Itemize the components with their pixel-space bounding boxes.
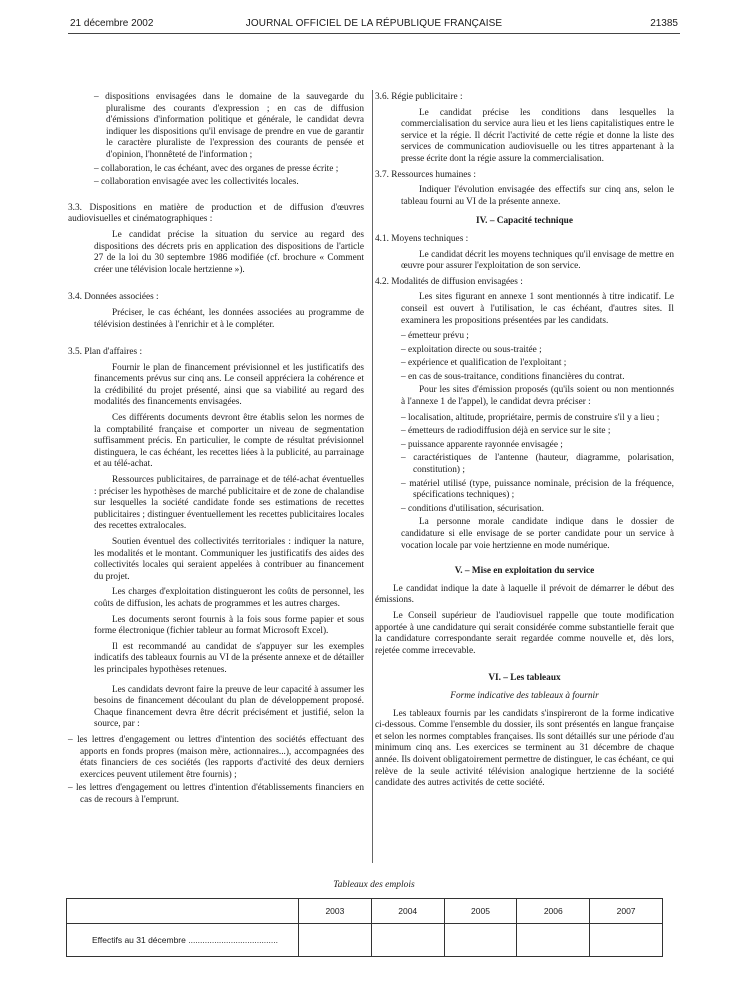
list-item: – exploitation directe ou sous-traitée ;: [401, 344, 542, 355]
paragraph: Les candidats devront faire la preuve de leur capacité à assumer les besoins de financement découlant du plan de développement proposé. Chaque financement devra être décrit précisément et justifié, selon la source, par :: [94, 684, 364, 730]
section-text-3-7: Indiquer l'évolution envisagée des effectifs sur cinq ans, selon le tableau fourni au VI de la présente annexe.: [401, 185, 674, 207]
paragraph: Fournir le plan de financement prévisionnel et les justificatifs des financements prévus sur cinq ans. Le conseil appréciera la cohérence et la crédibilité du projet présenté, ainsi que sa viabilité au regard des modalités des financements envisagées.: [94, 362, 364, 408]
list-item: – expérience et qualification de l'exploitant ;: [401, 358, 567, 369]
subheading: Forme indicative des tableaux à fournir: [450, 690, 599, 701]
paragraph: Ces différents documents devront être établis selon les normes de la comptabilité française et comporter un niveau de segmentation suffisamment précis. En particulier, le compte de résultat prévisionnel distinguera, le cas échéant, les recettes liées à la publicité, au parrainage et au télé-achat.: [94, 413, 364, 470]
year-header: 2007: [590, 899, 663, 924]
section-title-3-6: 3.6. Régie publicitaire :: [375, 92, 463, 102]
table-corner-cell: [67, 899, 299, 924]
heading-v: V. – Mise en exploitation du service: [454, 566, 595, 577]
column-divider: [372, 90, 373, 863]
year-header: 2003: [299, 899, 372, 924]
left-column: [68, 92, 364, 808]
list-item: – conditions d'utilisation, sécurisation.: [401, 503, 544, 514]
section-title-3-7: 3.7. Ressources humaines :: [375, 169, 476, 180]
table-caption: Tableaux des emplois: [333, 880, 415, 890]
section-text-4-2: Les sites figurant en annexe 1 sont mentionnés à titre indicatif. Le conseil est ouvert à l'utilisation, le cas échéant, d'autres sites. Il examinera les propositions présentées par les candidats.: [401, 292, 674, 326]
page-header: [0, 14, 748, 34]
table-header-row: [67, 899, 663, 924]
section-text-3-4: Préciser, le cas échéant, les données associées au programme de télévision destinées à l'enrichir et à le compléter.: [94, 307, 364, 330]
list-item: – dispositions envisagées dans le domaine de la sauvegarde du pluralisme des courants d'expression ; en cas de diffusion d'émissions d'information politique et générale, le candidat devra indiquer les dispositions qu'il envisage de prendre en vue de garantir le caractère pluraliste de l'expression des courants de pensée et d'opinion, l'honnêteté de l'information ;: [94, 92, 364, 160]
section-title-3-3: 3.3. Dispositions en matière de production et de diffusion d'œuvres audiovisuelles et cinématographiques :: [68, 202, 364, 225]
row-label: Effectifs au 31 décembre ......................................: [67, 924, 299, 957]
paragraph: Le candidat indique la date à laquelle il prévoit de démarrer le début des émissions.: [375, 583, 674, 606]
table-cell: [444, 924, 517, 957]
header-rule: [68, 33, 680, 34]
list-item: – localisation, altitude, propriétaire, permis de construire s'il y a lieu ;: [401, 412, 660, 423]
table-cell: [371, 924, 444, 957]
right-column: [375, 92, 674, 794]
list-item: – en cas de sous-traitance, conditions financières du contrat.: [401, 371, 625, 382]
paragraph: Le Conseil supérieur de l'audiovisuel rappelle que toute modification apportée à une candidature qui serait considérée comme substantielle ferait que la candidature correspondante serait regardée comme nouvelle et, dès lors, rejetée comme irrecevable.: [375, 610, 674, 656]
journal-title: JOURNAL OFFICIEL DE LA RÉPUBLIQUE FRANÇAISE: [245, 18, 503, 29]
table-row: [67, 924, 663, 957]
list-item: – collaboration envisagée avec les collectivités locales.: [94, 177, 299, 188]
list-item: – émetteur prévu ;: [401, 331, 469, 342]
paragraph: Pour les sites d'émission proposés (qu'ils soient ou non mentionnés à l'annexe 1 de l'appel), le candidat devra préciser :: [401, 385, 674, 408]
year-header: 2006: [517, 899, 590, 924]
heading-iv: IV. – Capacité technique: [476, 216, 573, 227]
section-title-4-1: 4.1. Moyens techniques :: [375, 233, 469, 244]
list-item: – puissance apparente rayonnée envisagée ;: [401, 439, 563, 450]
table-cell: [517, 924, 590, 957]
paragraph: Soutien éventuel des collectivités territoriales : indiquer la nature, les modalités et le montant. Communiquer les justificatifs des aides des collectivités locales qui seraient appelées à contribuer au financement du projet.: [94, 537, 364, 582]
heading-vi: VI. – Les tableaux: [488, 673, 561, 684]
section-text-3-6: Le candidat précise les conditions dans lesquelles la commercialisation du service aura lieu et les liens capitalistiques entre le service et la régie. Il décrit l'activité de cette régie et donne la liste des services de communication audiovisuelle ou les titres appartenant à la presse écrite dont la régie assure la commercialisation.: [401, 107, 674, 164]
table-cell: [299, 924, 372, 957]
table-cell: [590, 924, 663, 957]
paragraph: La personne morale candidate indique dans le dossier de candidature si elle envisage de se porter candidate pour un service à vocation locale par voie hertzienne en mode numérique.: [401, 517, 674, 551]
paragraph: Il est recommandé au candidat de s'appuyer sur les exemples indicatifs des tableaux fournis au VI de la présente annexe et de détailler les principales hypothèses retenues.: [94, 641, 364, 675]
employment-table: [66, 898, 663, 957]
year-header: 2004: [371, 899, 444, 924]
paragraph: Les tableaux fournis par les candidats s'inspireront de la forme indicative ci-dessous. Comme l'ensemble du dossier, ils sont présentés en langue française et selon les normes comptables françaises. Ils sont détaillés sur une période d'au minimum cinq ans. Les exercices se terminent au 31 décembre de chaque année. Ils doivent obligatoirement permettre de distinguer, le cas échéant, ce qui relève de la seule activité télévision analogique hertzienne de la société candidate des autres activités de cette société.: [375, 708, 674, 789]
page-number: 21385: [650, 18, 678, 29]
year-header: 2005: [444, 899, 517, 924]
list-item: – matériel utilisé (type, puissance nominale, précision de la fréquence, spécifications techniques) ;: [401, 478, 674, 501]
section-title-4-2: 4.2. Modalités de diffusion envisagées :: [375, 276, 523, 287]
section-text-3-3: Le candidat précise la situation du service au regard des dispositions des décrets pris en application des dispositions de l'article 27 de la loi du 30 septembre 1986 modifiée (cf. brochure « Comment créer une télévision locale hertzienne »).: [94, 229, 364, 275]
paragraph: Ressources publicitaires, de parrainage et de télé-achat éventuelles : préciser les hypothèses de marché publicitaire et de zone de chalandise sur lesquelles la société candidate fonde ses estimations de recettes publicitaires ; distinguer éventuellement les recettes publicitaires locales des recettes extralocales.: [94, 475, 364, 532]
list-item: – les lettres d'engagement ou lettres d'intention d'établissements financiers en cas de recours à l'emprunt.: [68, 783, 364, 805]
section-title-3-5: 3.5. Plan d'affaires :: [68, 347, 143, 358]
section-text-4-1: Le candidat décrit les moyens techniques qu'il envisage de mettre en œuvre pour assurer l'exploitation de son service.: [401, 249, 674, 272]
header-date: 21 décembre 2002: [70, 18, 154, 29]
list-item: – les lettres d'engagement ou lettres d'intention des sociétés effectuant des apports en fonds propres (maison mère, actionnaires...), accompagnées des états financiers de ces sociétés (les rapports d'activité des deux derniers exercices peuvent utilement être fournis) ;: [68, 734, 364, 780]
list-item: – émetteurs de radiodiffusion déjà en service sur le site ;: [401, 426, 611, 437]
list-item: – caractéristiques de l'antenne (hauteur, diagramme, polarisation, constitution) ;: [401, 453, 674, 476]
section-title-3-4: 3.4. Données associées :: [68, 292, 159, 303]
paragraph: Les charges d'exploitation distingueront les coûts de personnel, les coûts de diffusion, les achats de programmes et les autres charges.: [94, 587, 364, 609]
paragraph: Les documents seront fournis à la fois sous forme papier et sous forme électronique (fichier tableur au format Microsoft Excel).: [94, 614, 364, 637]
list-item: – collaboration, le cas échéant, avec des organes de presse écrite ;: [94, 163, 339, 174]
